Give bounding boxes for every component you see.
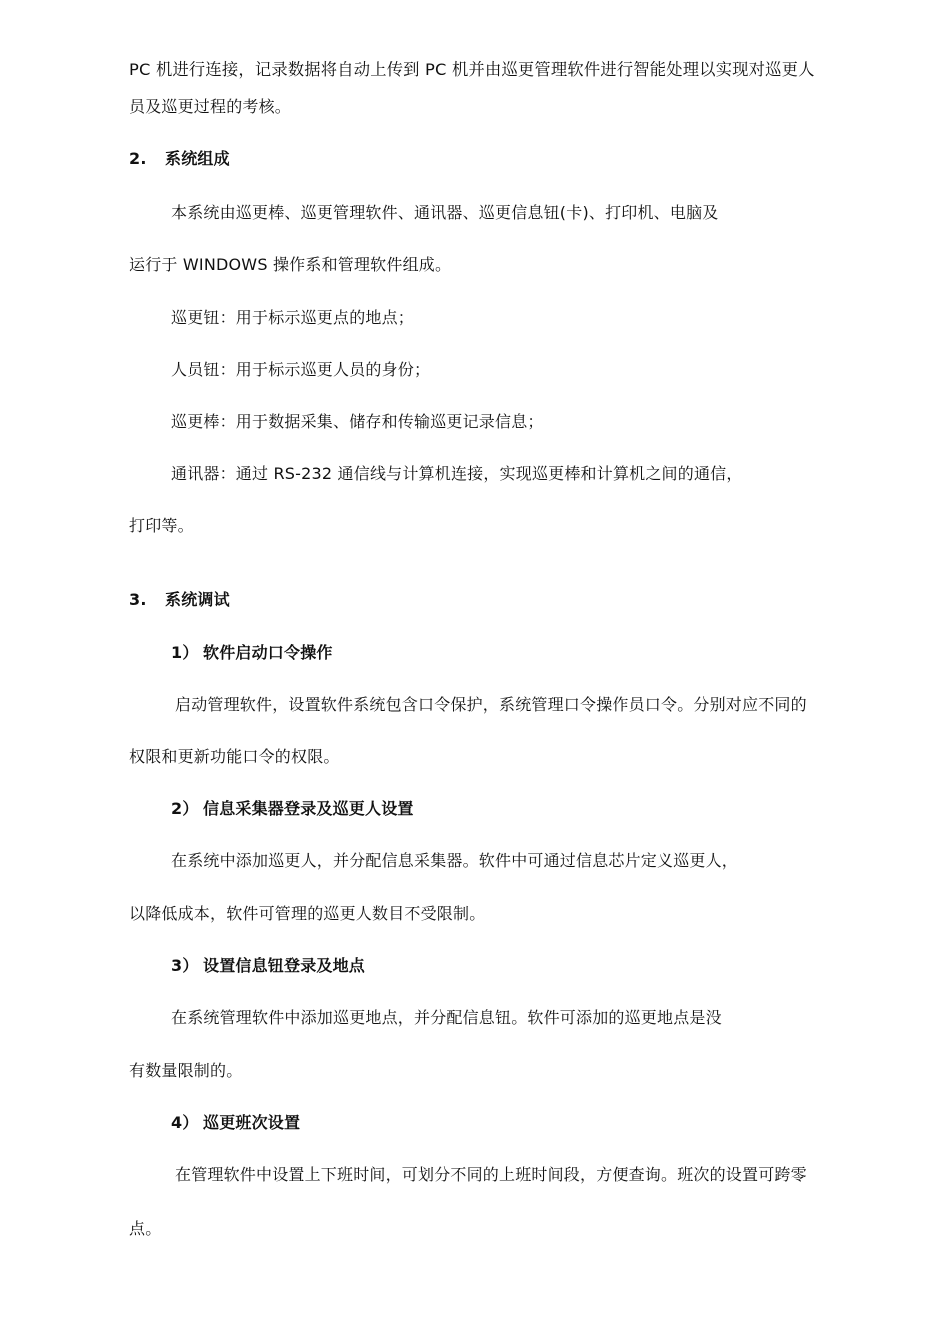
subsection-title: 软件启动口令操作 — [203, 643, 333, 662]
subsection-title: 设置信息钮登录及地点 — [203, 956, 366, 975]
subsection-number: 3） — [171, 956, 199, 975]
subsection-number: 4） — [171, 1113, 199, 1132]
section-3-heading — [129, 589, 230, 611]
section-3-title: 系统调试 — [165, 590, 230, 609]
component-item: 巡更棒：用于数据采集、储存和传输巡更记录信息； — [171, 412, 544, 431]
subsection-line-1: 在管理软件中设置上下班时间，可划分不同的上班时间段，方便查询。班次的设置可跨零 — [175, 1165, 807, 1184]
subsection-line-1: 在系统管理软件中添加巡更地点，并分配信息钮。软件可添加的巡更地点是没 — [171, 1008, 722, 1027]
section-2-para-line-2: 运行于 WINDOWS 操作系和管理软件组成。 — [129, 255, 452, 274]
subsection-heading — [171, 955, 365, 977]
subsection-line-1: 在系统中添加巡更人，并分配信息采集器。软件中可通过信息芯片定义巡更人， — [171, 851, 739, 870]
subsection-line-2: 点。 — [129, 1219, 162, 1238]
subsection-title: 信息采集器登录及巡更人设置 — [203, 799, 414, 818]
subsection-heading — [171, 642, 333, 664]
subsection-heading — [171, 1112, 300, 1134]
section-2-para-line-1: 本系统由巡更棒、巡更管理软件、通讯器、巡更信息钮(卡)、打印机、电脑及 — [171, 203, 719, 222]
subsection-heading — [171, 798, 414, 820]
section-3-number: 3. — [129, 590, 147, 609]
subsection-number: 2） — [171, 799, 199, 818]
intro-line-1: PC 机进行连接，记录数据将自动上传到 PC 机并由巡更管理软件进行智能处理以实现对巡更人 — [129, 60, 815, 79]
component-item: 巡更钮：用于标示巡更点的地点； — [171, 308, 415, 327]
section-2-title: 系统组成 — [165, 149, 230, 168]
subsection-line-2: 权限和更新功能口令的权限。 — [129, 747, 340, 766]
section-2-heading — [129, 148, 230, 170]
section-2-number: 2. — [129, 149, 147, 168]
subsection-line-2: 有数量限制的。 — [129, 1061, 243, 1080]
intro-line-2: 员及巡更过程的考核。 — [129, 97, 292, 116]
component-item: 通讯器：通过 RS-232 通信线与计算机连接，实现巡更棒和计算机之间的通信， — [171, 464, 743, 483]
subsection-title: 巡更班次设置 — [203, 1113, 301, 1132]
subsection-line-2: 以降低成本，软件可管理的巡更人数目不受限制。 — [129, 904, 486, 923]
component-item-tail: 打印等。 — [129, 516, 194, 535]
subsection-number: 1） — [171, 643, 199, 662]
subsection-line-1: 启动管理软件，设置软件系统包含口令保护，系统管理口令操作员口令。分别对应不同的 — [175, 695, 807, 714]
component-item: 人员钮：用于标示巡更人员的身份； — [171, 360, 431, 379]
